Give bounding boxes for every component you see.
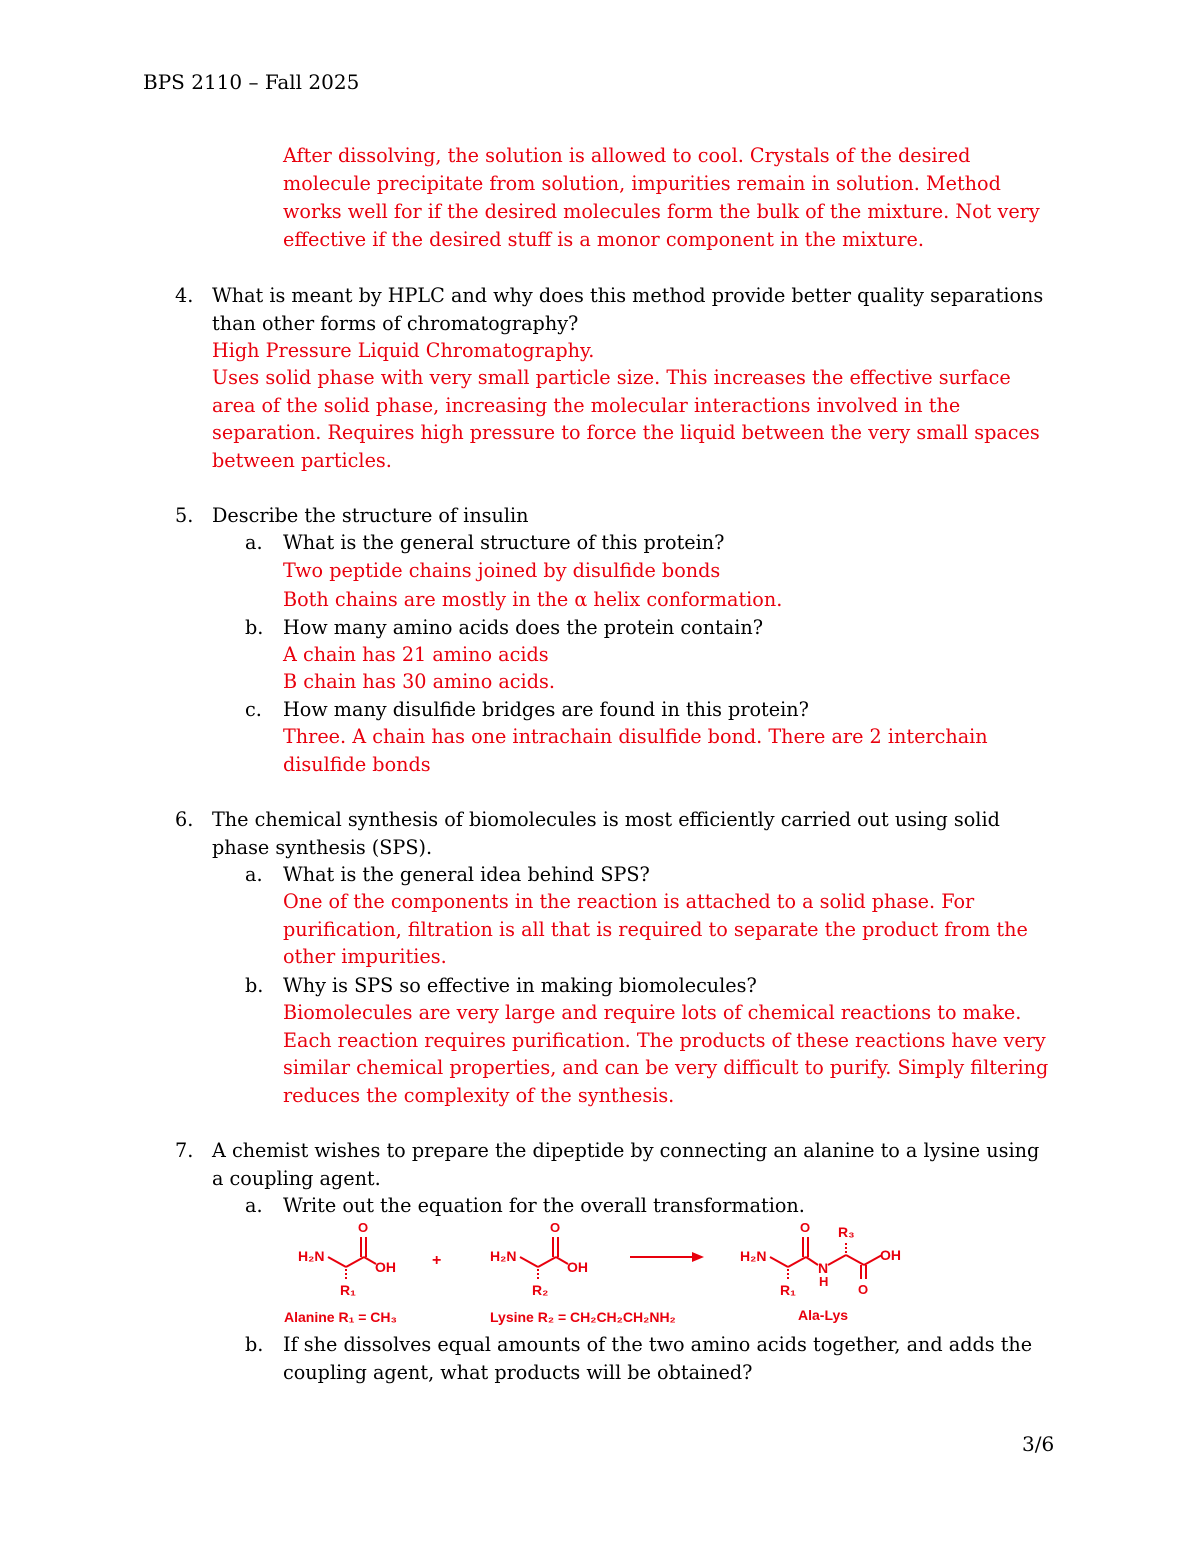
page-number: 3/6 xyxy=(1022,1432,1055,1456)
q4-number: 4. xyxy=(175,284,194,307)
q5a-answer-line: Two peptide chains joined by disulfide bonds xyxy=(283,559,721,582)
label-dipeptide: Ala-Lys xyxy=(798,1307,849,1323)
bond xyxy=(846,1255,864,1265)
q3-answer-line: works well for if the desired molecules form the bulk of the mixture. Not very xyxy=(283,200,1040,223)
bond xyxy=(328,1257,346,1267)
q3-answer-line: After dissolving, the solution is allowed to cool. Crystals of the desired xyxy=(283,144,971,167)
label-alanine: Alanine R₁ = CH₃ xyxy=(284,1309,398,1325)
q6a-answer-line: other impurities. xyxy=(283,945,447,968)
dip-amine: H₂N xyxy=(740,1248,767,1264)
q4-question-line: than other forms of chromatography? xyxy=(212,312,579,335)
scheme-bonds xyxy=(328,1237,882,1281)
q4-answer-line: High Pressure Liquid Chromatography. xyxy=(212,339,595,362)
q6a-letter: a. xyxy=(245,863,263,886)
q7-number: 7. xyxy=(175,1139,194,1162)
q6b-letter: b. xyxy=(245,974,264,997)
q6a-answer-line: purification, filtration is all that is required to separate the product from the xyxy=(283,918,1028,941)
q4-answer-line: separation. Requires high pressure to force the liquid between the very small spaces xyxy=(212,421,1040,444)
lys-amine: H₂N xyxy=(490,1248,517,1264)
plus-sign: + xyxy=(432,1252,442,1269)
q5c-question: How many disulfide bridges are found in this protein? xyxy=(283,698,809,721)
q6b-question: Why is SPS so effective in making biomolecules? xyxy=(283,974,757,997)
q5-question: Describe the structure of insulin xyxy=(212,504,529,527)
bond xyxy=(520,1257,538,1267)
q7b-question-line: coupling agent, what products will be obtained? xyxy=(283,1361,753,1384)
ala-carbonyl-o: O xyxy=(358,1220,369,1235)
ala-amine: H₂N xyxy=(298,1248,325,1264)
q7-question-line: a coupling agent. xyxy=(212,1167,381,1190)
q5c-letter: c. xyxy=(245,698,262,721)
q6a-answer-line: One of the components in the reaction is attached to a solid phase. For xyxy=(283,890,975,913)
q7a-question: Write out the equation for the overall transformation. xyxy=(283,1194,805,1217)
q6b-answer-line: Each reaction requires purification. The products of these reactions have very xyxy=(283,1029,1046,1052)
ala-r1: R₁ xyxy=(340,1282,356,1298)
q6b-answer-line: reduces the complexity of the synthesis. xyxy=(283,1084,675,1107)
q5b-answer-line: B chain has 30 amino acids. xyxy=(283,670,555,693)
dip-amide-n: N xyxy=(818,1260,829,1276)
q7b-question-line: If she dissolves equal amounts of the two amino acids together, and adds the xyxy=(283,1333,1033,1356)
q5a-answer-line: Both chains are mostly in the α helix conformation. xyxy=(283,588,783,611)
q6-question-line: phase synthesis (SPS). xyxy=(212,836,433,859)
q4-answer-line: between particles. xyxy=(212,449,392,472)
q5b-question: How many amino acids does the protein contain? xyxy=(283,616,763,639)
dip-carbonyl-o: O xyxy=(800,1220,811,1235)
q5b-answer-line: A chain has 21 amino acids xyxy=(283,643,549,666)
bond xyxy=(538,1257,556,1267)
reaction-scheme xyxy=(280,1217,930,1332)
q5c-answer-line: disulfide bonds xyxy=(283,753,431,776)
q5c-answer-line: Three. A chain has one intrachain disulfide bond. There are 2 interchain xyxy=(283,725,988,748)
q5-number: 5. xyxy=(175,504,194,527)
q7a-letter: a. xyxy=(245,1194,263,1217)
q4-answer-line: Uses solid phase with very small particle size. This increases the effective surface xyxy=(212,366,1011,389)
q6b-answer-line: Biomolecules are very large and require lots of chemical reactions to make. xyxy=(283,1001,1022,1024)
ala-hydroxyl: OH xyxy=(375,1259,396,1275)
q7-question-line: A chemist wishes to prepare the dipeptide by connecting an alanine to a lysine using xyxy=(212,1139,1040,1162)
label-lysine: Lysine R₂ = CH₂CH₂CH₂NH₂ xyxy=(490,1309,676,1325)
q6b-answer-line: similar chemical properties, and can be very difficult to purify. Simply filtering xyxy=(283,1056,1049,1079)
bond xyxy=(806,1257,818,1265)
bond xyxy=(770,1257,788,1267)
q5a-question: What is the general structure of this protein? xyxy=(283,531,725,554)
q6-question-line: The chemical synthesis of biomolecules is most efficiently carried out using solid xyxy=(212,808,1000,831)
dip-r3: R₃ xyxy=(838,1224,855,1240)
bond xyxy=(788,1257,806,1267)
lys-r2: R₂ xyxy=(532,1282,549,1298)
q6a-question: What is the general idea behind SPS? xyxy=(283,863,650,886)
lys-hydroxyl: OH xyxy=(567,1259,588,1275)
q5a-letter: a. xyxy=(245,531,263,554)
dip-r1: R₁ xyxy=(780,1282,796,1298)
dip-acid-o: O xyxy=(858,1282,869,1297)
q5b-letter: b. xyxy=(245,616,264,639)
q4-answer-line: area of the solid phase, increasing the molecular interactions involved in the xyxy=(212,394,961,417)
page-header: BPS 2110 – Fall 2025 xyxy=(143,70,360,94)
arrow-head xyxy=(692,1252,704,1262)
dip-amide-h: H xyxy=(819,1274,829,1289)
lys-carbonyl-o: O xyxy=(550,1220,561,1235)
bond xyxy=(828,1255,846,1265)
q6-number: 6. xyxy=(175,808,194,831)
bond xyxy=(346,1257,364,1267)
q4-question-line: What is meant by HPLC and why does this method provide better quality separations xyxy=(212,284,1044,307)
q3-answer-line: molecule precipitate from solution, impurities remain in solution. Method xyxy=(283,172,1001,195)
q7b-letter: b. xyxy=(245,1333,264,1356)
dip-hydroxyl: OH xyxy=(880,1247,901,1263)
q3-answer-line: effective if the desired stuff is a monor component in the mixture. xyxy=(283,228,924,251)
